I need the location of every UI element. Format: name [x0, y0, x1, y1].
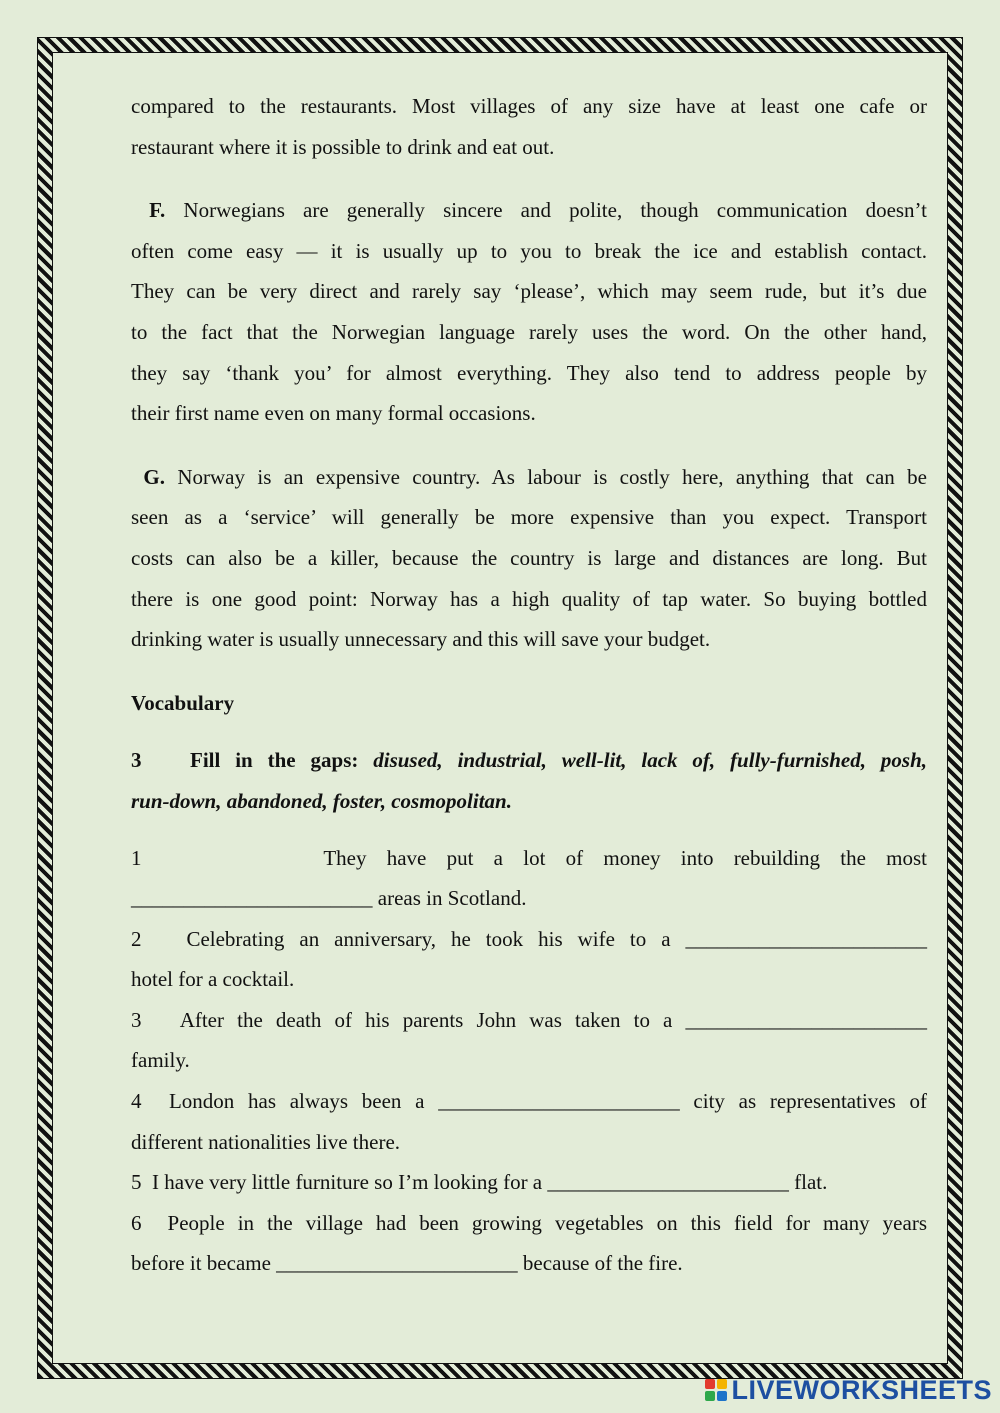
text-line — [131, 1203, 927, 1244]
paragraph-label: F. — [149, 198, 166, 223]
text-line: different nationalities live there. — [131, 1129, 401, 1154]
text-line — [131, 740, 927, 781]
text-line — [131, 190, 927, 231]
worksheet-content — [131, 86, 927, 1284]
item-number: 3 — [131, 1007, 142, 1032]
text-line — [131, 457, 927, 498]
logo-square — [705, 1391, 715, 1401]
answer-blank[interactable]: _______________________ — [685, 1007, 928, 1032]
text-line — [131, 1081, 927, 1122]
text-line — [131, 919, 927, 960]
exercise-item-4 — [131, 1081, 927, 1162]
logo-square — [717, 1379, 727, 1389]
task-label: Fill in the gaps: — [190, 748, 374, 773]
text-line — [131, 1000, 927, 1041]
item-text: People in the village had been growing vegetables on this field for many years — [167, 1210, 927, 1235]
item-text: Celebrating an anniversary, he took his wife to a — [186, 926, 671, 951]
item-text: city as representatives of — [693, 1089, 928, 1114]
text-line: restaurant where it is possible to drink and eat out. — [131, 134, 555, 159]
item-text: flat. — [794, 1170, 828, 1195]
exercise-item-1 — [131, 838, 927, 919]
item-number: 6 — [131, 1210, 142, 1235]
item-text: They have put a lot of money into rebuilding the most — [323, 845, 927, 870]
item-text: London has always been a — [168, 1089, 425, 1114]
text-line: costs can also be a killer, because the country is large and distances are long. But — [131, 545, 927, 570]
item-text: before it became — [131, 1251, 271, 1276]
item-text: because of the fire. — [522, 1251, 683, 1276]
item-number: 5 — [131, 1170, 142, 1195]
answer-blank[interactable]: _______________________ — [438, 1089, 680, 1114]
text-line: compared to the restaurants. Most villages of any size have at least one cafe or — [131, 94, 927, 118]
text-line: often come easy — it is usually up to you to break the ice and establish contact. — [131, 238, 927, 263]
task-number: 3 — [131, 748, 142, 773]
text-line — [131, 838, 927, 879]
item-text: I have very little furniture so I’m looking for a — [152, 1170, 543, 1195]
text-line: they say ‘thank you’ for almost everything. They also tend to address people by — [131, 360, 927, 385]
vocabulary-heading: Vocabulary — [131, 690, 235, 715]
text-span: Norwegians are generally sincere and polite, though communication doesn’t — [165, 198, 928, 223]
text-line: They can be very direct and rarely say ‘please’, which may seem rude, but it’s due — [131, 279, 927, 304]
text-line: their first name even on many formal occasions. — [131, 401, 536, 426]
text-line: there is one good point: Norway has a high quality of tap water. So buying bottled — [131, 586, 927, 611]
text-line — [131, 1162, 927, 1203]
exercise-item-6 — [131, 1203, 927, 1284]
exercise-item-5 — [131, 1162, 927, 1203]
text-span: Norway is an expensive country. As labour is costly here, anything that can be — [164, 464, 927, 489]
paragraph-label: G. — [143, 464, 165, 489]
exercise-item-2 — [131, 919, 927, 1000]
item-number: 4 — [131, 1089, 142, 1114]
text-line: seen as a ‘service’ will generally be more expensive than you expect. Transport — [131, 505, 927, 530]
logo-square — [717, 1391, 727, 1401]
word-list: disused, industrial, well-lit, lack of, fully-furnished, posh, — [373, 748, 927, 773]
answer-blank[interactable]: _______________________ — [276, 1251, 518, 1276]
logo-icon — [705, 1379, 727, 1401]
item-number: 1 — [131, 845, 142, 870]
task-instructions — [131, 740, 927, 821]
logo-square — [705, 1379, 715, 1389]
exercise-item-3 — [131, 1000, 927, 1081]
text-line: to the fact that the Norwegian language rarely uses the word. On the other hand, — [131, 319, 927, 344]
text-line — [131, 878, 927, 919]
paragraph-f — [131, 190, 927, 434]
logo-text: LIVEWORKSHEETS — [731, 1374, 992, 1405]
paragraph-g — [131, 457, 927, 660]
text-line: hotel for a cocktail. — [131, 967, 295, 992]
item-text: After the death of his parents John was taken to a — [179, 1007, 673, 1032]
item-number: 2 — [131, 926, 142, 951]
answer-blank[interactable]: _______________________ — [685, 926, 928, 951]
word-list-continued: run-down, abandoned, foster, cosmopolitan. — [131, 788, 512, 813]
answer-blank[interactable]: _______________________ — [131, 886, 373, 911]
answer-blank[interactable]: _______________________ — [547, 1170, 789, 1195]
item-text: areas in Scotland. — [372, 886, 527, 911]
liveworksheets-logo — [705, 1375, 992, 1405]
text-line — [131, 1243, 927, 1284]
text-line: family. — [131, 1048, 190, 1073]
text-line: drinking water is usually unnecessary and this will save your budget. — [131, 627, 711, 652]
